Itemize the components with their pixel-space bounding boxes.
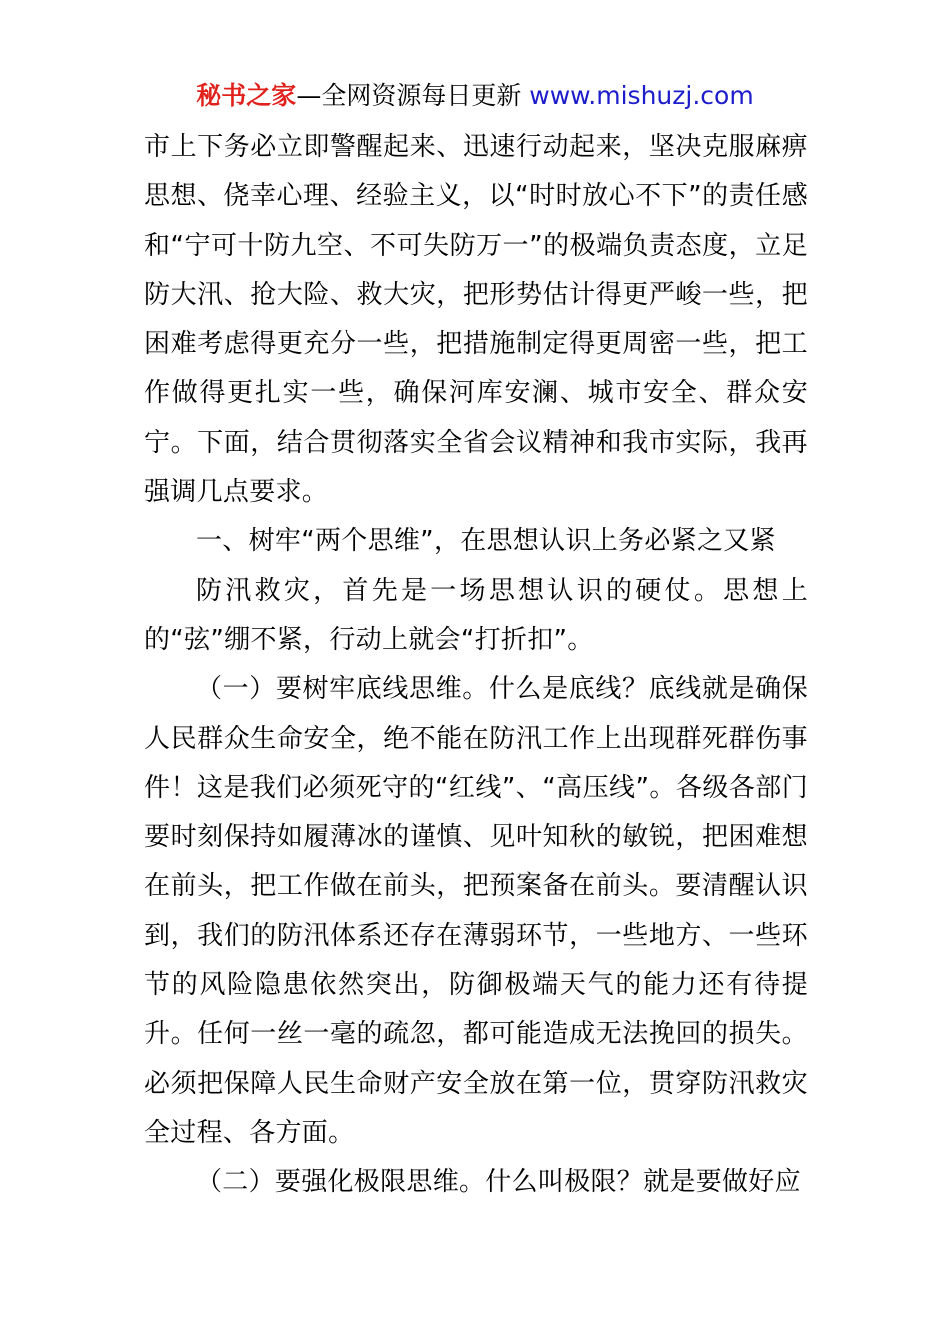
page-header [0, 79, 950, 113]
document-body [144, 123, 808, 1208]
header-brand: 秘书之家 [196, 81, 297, 110]
header-tagline: —全网资源每日更新 [296, 81, 530, 110]
header-url-link[interactable]: www.mishuzj.com [529, 81, 754, 110]
paragraph: （一）要树牢底线思维。什么是底线？底线就是确保人民群众生命安全，绝不能在防汛工作上出现群死群伤事件！这是我们必须死守的“红线”、“高压线”。各级各部门要时刻保持如履薄冰的谨慎、见叶知秋的敏锐，把困难想在前头，把工作做在前头，把预案备在前头。要清醒认识到，我们的防汛体系还存在薄弱环节，一些地方、一些环节的风险隐患依然突出，防御极端天气的能力还有待提升。任何一丝一毫的疏忽，都可能造成无法挽回的损失。必须把保障人民生命财产安全放在第一位，贯穿防汛救灾全过程、各方面。 [144, 674, 808, 1148]
section-heading-1: 一、树牢“两个思维”，在思想认识上务必紧之又紧 [196, 526, 776, 557]
paragraph: （二）要强化极限思维。什么叫极限？就是要做好应 [196, 1167, 801, 1198]
paragraph-continued: 市上下务必立即警醒起来、迅速行动起来，坚决克服麻痹思想、侥幸心理、经验主义，以“时时放心不下”的责任感和“宁可十防九空、不可失防万一”的极端负责态度，立足防大汛、抢大险、救大灾，把形势估计得更严峻一些，把困难考虑得更充分一些，把措施制定得更周密一些，把工作做得更扎实一些，确保河库安澜、城市安全、群众安宁。下面，结合贯彻落实全省会议精神和我市实际，我再强调几点要求。 [144, 132, 808, 508]
paragraph: 防汛救灾，首先是一场思想认识的硬仗。思想上的“弦”绷不紧，行动上就会“打折扣”。 [144, 575, 808, 655]
